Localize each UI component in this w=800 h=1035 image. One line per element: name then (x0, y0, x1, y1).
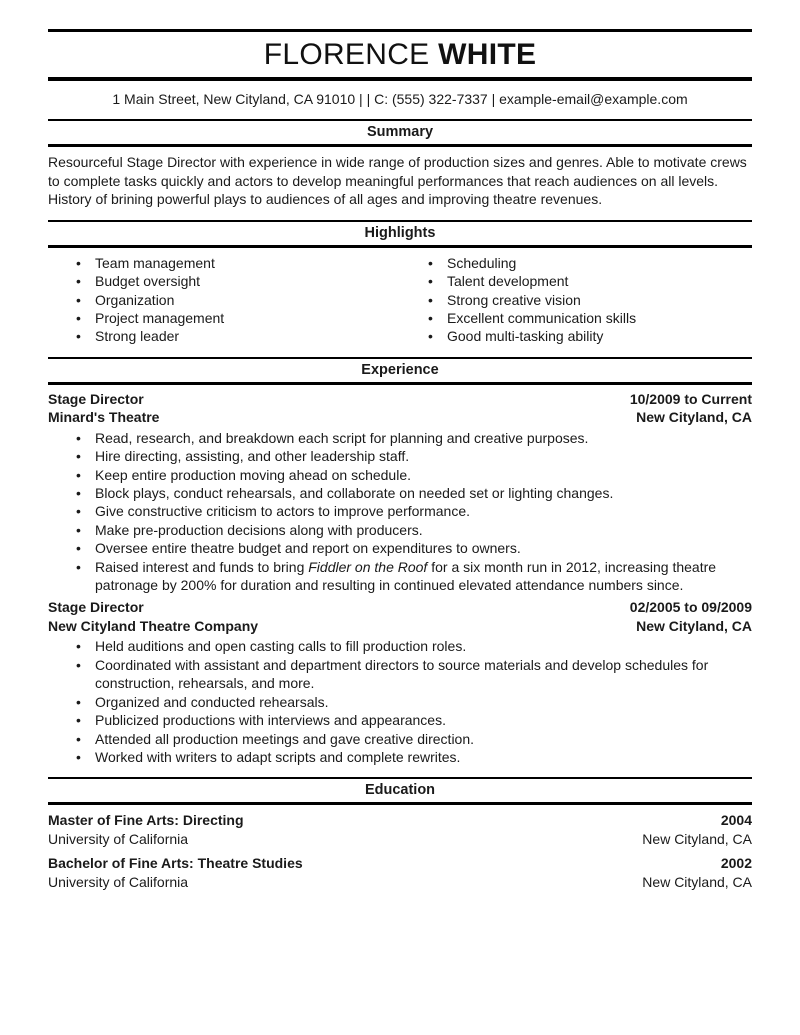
job-bullet: • Give constructive criticism to actors to improve performance. (48, 502, 752, 520)
job-company-row (48, 408, 752, 427)
education-school: University of California (48, 873, 189, 890)
job-bullet: • Hire directing, assisting, and other leadership staff. (48, 447, 752, 465)
education-school: University of California (48, 830, 189, 847)
education-year: 2002 (720, 855, 752, 872)
highlight-item: • Talent development (400, 272, 752, 290)
section-header-summary (48, 119, 752, 147)
job-title: Stage Director (48, 599, 144, 616)
education-degree-row (48, 811, 752, 830)
job-company-row (48, 617, 752, 636)
last-name: WHITE (438, 38, 537, 71)
highlight-item: • Excellent communication skills (400, 309, 752, 327)
job-bullet: • Make pre-production decisions along with producers. (48, 521, 752, 539)
job-title: Stage Director (48, 390, 144, 407)
highlights-right-column (400, 254, 752, 346)
highlights-left-column (48, 254, 400, 346)
section-header-education (48, 777, 752, 805)
bullet-text-italic: Fiddler on the Roof (308, 558, 428, 575)
education-location: New Cityland, CA (642, 873, 752, 890)
section-header-highlights (48, 220, 752, 248)
highlight-item: • Scheduling (400, 254, 752, 272)
education-degree: Master of Fine Arts: Directing (48, 812, 244, 829)
job-bullet-list (48, 637, 752, 766)
job-bullet: • Read, research, and breakdown each script for planning and creative purposes. (48, 429, 752, 447)
name-divider (48, 77, 752, 81)
job-bullet: • Organized and conducted rehearsals. (48, 693, 752, 711)
job-bullet: • Publicized productions with interviews and appearances. (48, 711, 752, 729)
education-title: Education (364, 782, 436, 799)
education-location: New Cityland, CA (642, 830, 752, 847)
job-entry (48, 390, 752, 595)
education-school-row (48, 873, 752, 892)
bullet-text-pre: Raised interest and funds to bring (95, 558, 309, 575)
job-bullet: • Keep entire production moving ahead on schedule. (48, 466, 752, 484)
summary-title: Summary (366, 124, 434, 140)
section-header-experience (48, 357, 752, 385)
education-degree-row (48, 854, 752, 873)
job-dates: 02/2005 to 09/2009 (629, 599, 752, 616)
highlight-item: • Strong leader (48, 327, 400, 345)
job-bullet: • Oversee entire theatre budget and report on expenditures to owners. (48, 539, 752, 557)
job-bullet (48, 558, 752, 595)
job-bullet: • Attended all production meetings and gave creative direction. (48, 730, 752, 748)
job-bullet: • Worked with writers to adapt scripts and complete rewrites. (48, 748, 752, 766)
contact-line: 1 Main Street, New Cityland, CA 91010 | | C: (555) 322-7337 | example-email@example.com (112, 91, 688, 107)
summary-text: Resourceful Stage Director with experience in wide range of production sizes and genres. Able to motivate crews to complete tasks quickly and actors to develop meaningful performances that reach audiences on all levels. History of brining powerful plays to audiences of all ages and improving theatre revenues. (48, 154, 747, 208)
job-entry (48, 598, 752, 766)
education-school-row (48, 830, 752, 849)
education-entry (48, 811, 752, 848)
first-name: FLORENCE (263, 38, 430, 71)
job-bullet: • Block plays, conduct rehearsals, and collaborate on needed set or lighting changes. (48, 484, 752, 502)
highlight-item: • Strong creative vision (400, 291, 752, 309)
name-heading (48, 36, 752, 74)
job-location: New Cityland, CA (636, 617, 752, 634)
job-bullet: • Held auditions and open casting calls to fill production roles. (48, 637, 752, 655)
job-bullet: • Coordinated with assistant and department directors to source materials and develop schedules for construction, rehearsals, and more. (48, 656, 752, 693)
experience-title: Experience (361, 361, 439, 378)
job-company: New Cityland Theatre Company (48, 617, 259, 634)
highlight-item: • Budget oversight (48, 272, 400, 290)
highlight-item: • Good multi-tasking ability (400, 327, 752, 345)
education-year: 2004 (720, 812, 752, 829)
job-company: Minard's Theatre (48, 409, 160, 426)
highlight-item: • Project management (48, 309, 400, 327)
job-title-row (48, 390, 752, 409)
job-title-row (48, 598, 752, 617)
job-location: New Cityland, CA (636, 409, 752, 426)
resume-page (0, 29, 800, 891)
highlight-item: • Team management (48, 254, 400, 272)
highlights-grid (48, 254, 752, 346)
top-divider (48, 29, 752, 32)
bullet-text-post: for a six month run in 2012, increasing theatre patronage by 200% for duration and resulting in continued elevated attendance numbers since. (95, 558, 717, 594)
education-degree: Bachelor of Fine Arts: Theatre Studies (48, 855, 303, 872)
highlight-item: • Organization (48, 291, 400, 309)
job-bullet-list (48, 429, 752, 595)
highlights-title: Highlights (364, 224, 436, 241)
job-dates: 10/2009 to Current (629, 390, 752, 407)
education-entry (48, 854, 752, 891)
